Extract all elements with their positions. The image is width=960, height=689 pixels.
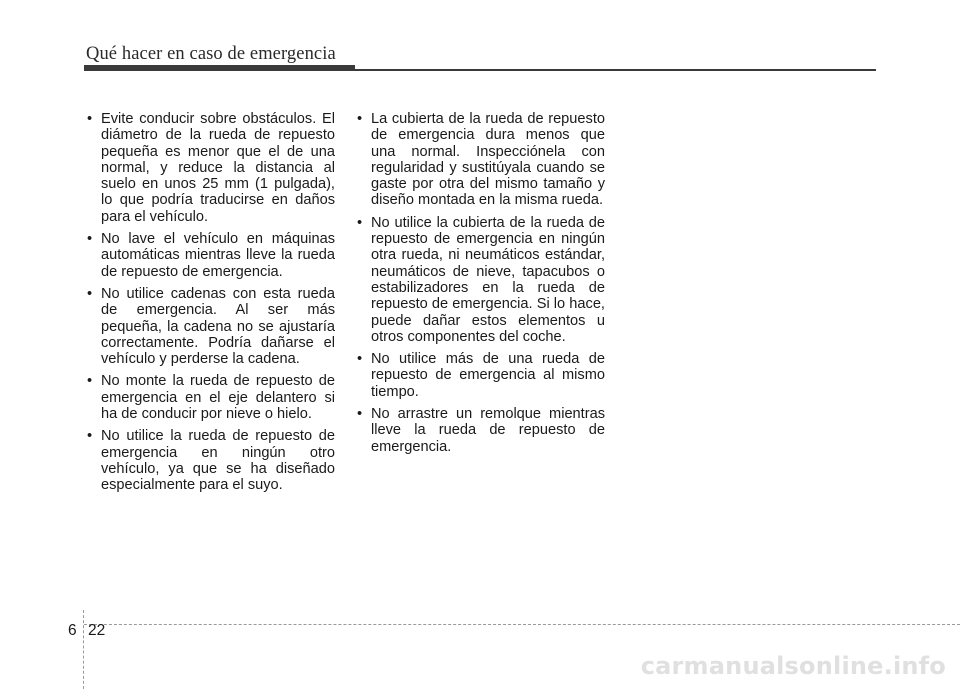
list-item (355, 111, 605, 209)
list-item (85, 111, 335, 225)
chapter-number: 6 (68, 622, 77, 639)
bullet-icon: • (357, 406, 363, 423)
left-column (85, 111, 335, 500)
bullet-icon: • (87, 428, 93, 445)
header-rule-thick (84, 65, 355, 71)
list-item-text: No utilice la rueda de repuesto de emergencia en ningún otro vehículo, ya que se ha diseñado especialmente para el suyo. (101, 428, 335, 494)
list-item-text: No lave el vehículo en máquinas automáticas mientras lleve la rueda de repuesto de emergencia. (101, 231, 335, 280)
bullet-icon: • (87, 111, 93, 127)
list-item (355, 215, 605, 345)
list-item-text: No utilice cadenas con esta rueda de emergencia. Al ser más pequeña, la cadena no se ajustaría correctamente. Podría dañarse el vehículo y perderse la cadena. (101, 285, 335, 368)
right-column (355, 111, 605, 461)
list-item (85, 428, 335, 493)
footer-divider (84, 624, 960, 625)
list-item-text: No utilice la cubierta de la rueda de repuesto de emergencia en ningún otra rueda, ni neumáticos estándar, neumáticos de nieve, tapacubos o estabilizadores en la rueda de repuesto de emergencia. Si lo hace, puede dañar estos elementos u otros componentes del coche. (371, 214, 605, 345)
list-item (355, 406, 605, 455)
list-item (85, 231, 335, 280)
list-item-text: Evite conducir sobre obstáculos. El diámetro de la rueda de repuesto pequeña es menor que el de una normal, y reduce la distancia al suelo en unos 25 mm (1 pulgada), lo que podría traducirse en daños para el vehículo. (101, 111, 335, 225)
page-number: 22 (88, 622, 106, 639)
footer-vertical-rule (83, 610, 84, 689)
list-item (85, 373, 335, 422)
list-item-text: La cubierta de la rueda de repuesto de emergencia dura menos que una normal. Inspecciónela con regularidad y sustitúyala cuando se gaste por otra del mismo tamaño y diseño montada en la misma rueda. (371, 111, 605, 209)
list-item-text: No monte la rueda de repuesto de emergencia en el eje delantero si ha de conducir por nieve o hielo. (101, 373, 335, 423)
list-item (355, 351, 605, 400)
list-item-text: No arrastre un remolque mientras lleve la rueda de repuesto de emergencia. (371, 406, 605, 455)
bullet-icon: • (87, 285, 93, 302)
bullet-icon: • (87, 373, 93, 390)
bullet-icon: • (357, 111, 363, 127)
list-item (85, 286, 335, 367)
header-rule-thin (355, 69, 876, 71)
bullet-icon: • (87, 231, 93, 248)
bullet-icon: • (357, 214, 363, 231)
page-title: Qué hacer en caso de emergencia (86, 44, 336, 64)
bullet-icon: • (357, 351, 363, 368)
watermark: carmanualsonline.info (640, 652, 946, 680)
list-item-text: No utilice más de una rueda de repuesto de emergencia al mismo tiempo. (371, 351, 605, 400)
